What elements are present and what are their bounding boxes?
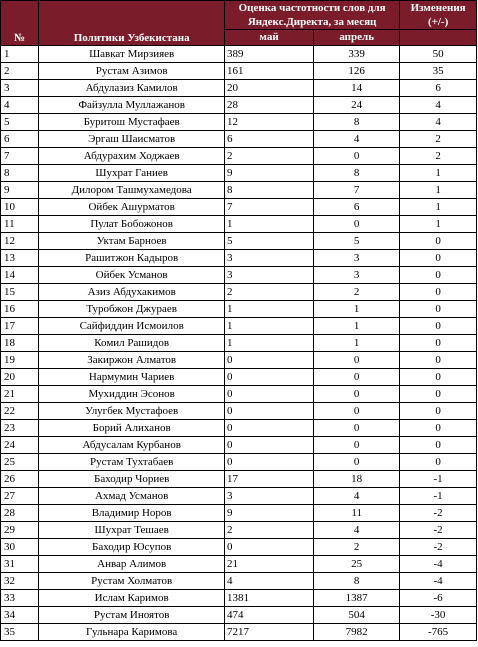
row-number: 21	[1, 386, 39, 403]
row-may-value: 20	[224, 80, 313, 97]
row-change-value: 0	[400, 403, 477, 420]
row-number: 27	[1, 488, 39, 505]
row-number: 16	[1, 301, 39, 318]
row-number: 25	[1, 454, 39, 471]
row-change-value: 0	[400, 318, 477, 335]
row-change-value: -2	[400, 522, 477, 539]
row-number: 28	[1, 505, 39, 522]
row-number: 29	[1, 522, 39, 539]
row-change-value: 0	[400, 454, 477, 471]
row-name: Абдурахим Ходжаев	[39, 148, 225, 165]
row-may-value: 1	[224, 335, 313, 352]
row-change-value: 4	[400, 114, 477, 131]
table-row	[1, 454, 477, 471]
row-april-value: 0	[314, 437, 400, 454]
header-name: Политики Узбекистана	[73, 32, 190, 44]
row-april-value: 6	[314, 199, 400, 216]
row-may-value: 9	[224, 505, 313, 522]
row-number: 20	[1, 369, 39, 386]
row-name: Анвар Алимов	[39, 556, 225, 573]
row-change-value: 35	[400, 63, 477, 80]
row-number: 34	[1, 607, 39, 624]
row-may-value: 4	[224, 573, 313, 590]
row-name: Ислам Каримов	[39, 590, 225, 607]
row-april-value: 7982	[314, 624, 400, 641]
row-may-value: 0	[224, 420, 313, 437]
row-change-value: 0	[400, 437, 477, 454]
table-row	[1, 573, 477, 590]
row-change-value: -1	[400, 488, 477, 505]
table-row	[1, 386, 477, 403]
row-may-value: 21	[224, 556, 313, 573]
row-name: Баходир Юсупов	[39, 539, 225, 556]
row-change-value: 1	[400, 182, 477, 199]
table-row	[1, 556, 477, 573]
row-change-value: -765	[400, 624, 477, 641]
table-row	[1, 488, 477, 505]
row-change-value: 0	[400, 267, 477, 284]
row-april-value: 8	[314, 573, 400, 590]
row-may-value: 3	[224, 250, 313, 267]
table-row	[1, 131, 477, 148]
table-row	[1, 471, 477, 488]
row-name: Нармумин Чариев	[39, 369, 225, 386]
row-may-value: 0	[224, 386, 313, 403]
row-change-value: 0	[400, 386, 477, 403]
row-number: 24	[1, 437, 39, 454]
row-april-value: 4	[314, 131, 400, 148]
row-number: 15	[1, 284, 39, 301]
table-row	[1, 301, 477, 318]
row-may-value: 3	[224, 488, 313, 505]
table-row	[1, 80, 477, 97]
row-change-value: -2	[400, 539, 477, 556]
row-april-value: 8	[314, 165, 400, 182]
row-may-value: 12	[224, 114, 313, 131]
table-row	[1, 233, 477, 250]
row-change-value: 1	[400, 199, 477, 216]
row-april-value: 1	[314, 335, 400, 352]
row-april-value: 14	[314, 80, 400, 97]
row-may-value: 0	[224, 454, 313, 471]
row-number: 10	[1, 199, 39, 216]
table-row	[1, 148, 477, 165]
row-april-value: 24	[314, 97, 400, 114]
row-name: Уктам Барноев	[39, 233, 225, 250]
row-name: Борий Алиханов	[39, 420, 225, 437]
row-may-value: 1	[224, 216, 313, 233]
row-number: 6	[1, 131, 39, 148]
row-change-value: 0	[400, 233, 477, 250]
row-april-value: 0	[314, 403, 400, 420]
row-number: 2	[1, 63, 39, 80]
row-name: Шавкат Мирзияев	[39, 46, 225, 63]
table-row	[1, 199, 477, 216]
row-name: Ахмад Усманов	[39, 488, 225, 505]
row-april-value: 1	[314, 301, 400, 318]
row-may-value: 9	[224, 165, 313, 182]
table-row	[1, 97, 477, 114]
row-may-value: 0	[224, 369, 313, 386]
row-may-value: 161	[224, 63, 313, 80]
row-number: 17	[1, 318, 39, 335]
row-april-value: 3	[314, 250, 400, 267]
table-row	[1, 250, 477, 267]
row-change-value: -1	[400, 471, 477, 488]
table-row	[1, 403, 477, 420]
row-number: 19	[1, 352, 39, 369]
table-row	[1, 114, 477, 131]
row-april-value: 0	[314, 369, 400, 386]
table-row	[1, 352, 477, 369]
row-change-value: 4	[400, 97, 477, 114]
row-change-value: 0	[400, 420, 477, 437]
table-row	[1, 522, 477, 539]
table-row	[1, 165, 477, 182]
row-change-value: 0	[400, 301, 477, 318]
row-may-value: 389	[224, 46, 313, 63]
row-name: Абдусалам Курбанов	[39, 437, 225, 454]
row-change-value: 2	[400, 131, 477, 148]
row-name: Улугбек Мустафоев	[39, 403, 225, 420]
row-may-value: 5	[224, 233, 313, 250]
row-number: 4	[1, 97, 39, 114]
row-name: Рустам Иноятов	[39, 607, 225, 624]
row-change-value: 0	[400, 284, 477, 301]
table-row	[1, 369, 477, 386]
row-name: Рустам Холматов	[39, 573, 225, 590]
table-row	[1, 63, 477, 80]
row-name: Шухрат Тешаев	[39, 522, 225, 539]
row-name: Файзулла Муллажанов	[39, 97, 225, 114]
table-row	[1, 284, 477, 301]
row-number: 30	[1, 539, 39, 556]
table-row	[1, 216, 477, 233]
row-change-value: -4	[400, 556, 477, 573]
row-name: Абдулазиз Камилов	[39, 80, 225, 97]
table-row	[1, 318, 477, 335]
row-april-value: 126	[314, 63, 400, 80]
row-number: 14	[1, 267, 39, 284]
row-change-value: 6	[400, 80, 477, 97]
row-name: Эргаш Шаисматов	[39, 131, 225, 148]
row-april-value: 4	[314, 522, 400, 539]
header-name-cell	[39, 1, 225, 46]
row-change-value: 0	[400, 352, 477, 369]
table-header	[1, 1, 477, 46]
header-may: май	[224, 30, 313, 46]
row-change-value: 0	[400, 369, 477, 386]
row-may-value: 2	[224, 522, 313, 539]
row-may-value: 0	[224, 403, 313, 420]
row-name: Мухиддин Эсонов	[39, 386, 225, 403]
row-change-value: 1	[400, 216, 477, 233]
table-row	[1, 624, 477, 641]
row-may-value: 28	[224, 97, 313, 114]
row-may-value: 1	[224, 318, 313, 335]
row-name: Буритош Мустафаев	[39, 114, 225, 131]
row-name: Дилором Ташмухамедова	[39, 182, 225, 199]
row-name: Гульнара Каримова	[39, 624, 225, 641]
row-april-value: 0	[314, 454, 400, 471]
row-number: 12	[1, 233, 39, 250]
row-number: 5	[1, 114, 39, 131]
table-row	[1, 335, 477, 352]
table-row	[1, 182, 477, 199]
row-april-value: 0	[314, 148, 400, 165]
row-may-value: 2	[224, 284, 313, 301]
row-april-value: 3	[314, 267, 400, 284]
row-change-value: 0	[400, 335, 477, 352]
row-april-value: 1	[314, 318, 400, 335]
row-april-value: 0	[314, 352, 400, 369]
table-row	[1, 607, 477, 624]
row-april-value: 339	[314, 46, 400, 63]
row-name: Туробжон Джураев	[39, 301, 225, 318]
row-name: Ойбек Ашурматов	[39, 199, 225, 216]
row-name: Рустам Тухтабаев	[39, 454, 225, 471]
row-april-value: 504	[314, 607, 400, 624]
row-name: Рашитжон Кадыров	[39, 250, 225, 267]
row-change-value: -4	[400, 573, 477, 590]
row-may-value: 6	[224, 131, 313, 148]
row-number: 7	[1, 148, 39, 165]
row-number: 22	[1, 403, 39, 420]
row-april-value: 0	[314, 216, 400, 233]
row-april-value: 2	[314, 539, 400, 556]
row-april-value: 1387	[314, 590, 400, 607]
row-change-value: 2	[400, 148, 477, 165]
row-april-value: 7	[314, 182, 400, 199]
row-name: Сайфиддин Исмоилов	[39, 318, 225, 335]
header-estimate: Оценка частотности слов для Яндекс.Директа, за месяц	[224, 1, 399, 30]
table-row	[1, 505, 477, 522]
row-april-value: 8	[314, 114, 400, 131]
row-april-value: 18	[314, 471, 400, 488]
row-name: Закиржон Алматов	[39, 352, 225, 369]
table-row	[1, 539, 477, 556]
row-april-value: 0	[314, 420, 400, 437]
row-number: 9	[1, 182, 39, 199]
row-may-value: 2	[224, 148, 313, 165]
row-april-value: 5	[314, 233, 400, 250]
row-name: Азиз Абдухакимов	[39, 284, 225, 301]
row-april-value: 2	[314, 284, 400, 301]
row-name: Баходир Чориев	[39, 471, 225, 488]
header-change: Изменения (+/-)	[400, 1, 477, 30]
row-number: 8	[1, 165, 39, 182]
row-may-value: 0	[224, 352, 313, 369]
row-number: 3	[1, 80, 39, 97]
row-april-value: 4	[314, 488, 400, 505]
header-num: №	[14, 32, 26, 44]
row-number: 26	[1, 471, 39, 488]
row-name: Владимир Норов	[39, 505, 225, 522]
row-name: Рустам Азимов	[39, 63, 225, 80]
row-name: Ойбек Усманов	[39, 267, 225, 284]
row-name: Пулат Бобожонов	[39, 216, 225, 233]
row-may-value: 7	[224, 199, 313, 216]
row-change-value: -6	[400, 590, 477, 607]
table-body	[1, 46, 477, 641]
row-name: Комил Рашидов	[39, 335, 225, 352]
row-number: 31	[1, 556, 39, 573]
row-april-value: 25	[314, 556, 400, 573]
row-number: 35	[1, 624, 39, 641]
row-number: 13	[1, 250, 39, 267]
row-may-value: 1	[224, 301, 313, 318]
header-spacer-num-top	[1, 1, 39, 46]
row-number: 23	[1, 420, 39, 437]
row-number: 1	[1, 46, 39, 63]
row-name: Шухрат Ганиев	[39, 165, 225, 182]
row-may-value: 17	[224, 471, 313, 488]
row-may-value: 1381	[224, 590, 313, 607]
row-number: 33	[1, 590, 39, 607]
header-change-blank	[400, 30, 477, 46]
row-change-value: 50	[400, 46, 477, 63]
row-change-value: 0	[400, 250, 477, 267]
row-may-value: 3	[224, 267, 313, 284]
row-may-value: 8	[224, 182, 313, 199]
row-may-value: 0	[224, 539, 313, 556]
row-change-value: -2	[400, 505, 477, 522]
row-number: 11	[1, 216, 39, 233]
row-may-value: 7217	[224, 624, 313, 641]
row-april-value: 11	[314, 505, 400, 522]
row-may-value: 474	[224, 607, 313, 624]
header-april: апрель	[314, 30, 400, 46]
table-row	[1, 267, 477, 284]
row-may-value: 0	[224, 437, 313, 454]
row-april-value: 0	[314, 386, 400, 403]
table-row	[1, 420, 477, 437]
table-row	[1, 46, 477, 63]
row-change-value: -30	[400, 607, 477, 624]
table-row	[1, 590, 477, 607]
row-number: 32	[1, 573, 39, 590]
row-number: 18	[1, 335, 39, 352]
table-row	[1, 437, 477, 454]
row-change-value: 1	[400, 165, 477, 182]
